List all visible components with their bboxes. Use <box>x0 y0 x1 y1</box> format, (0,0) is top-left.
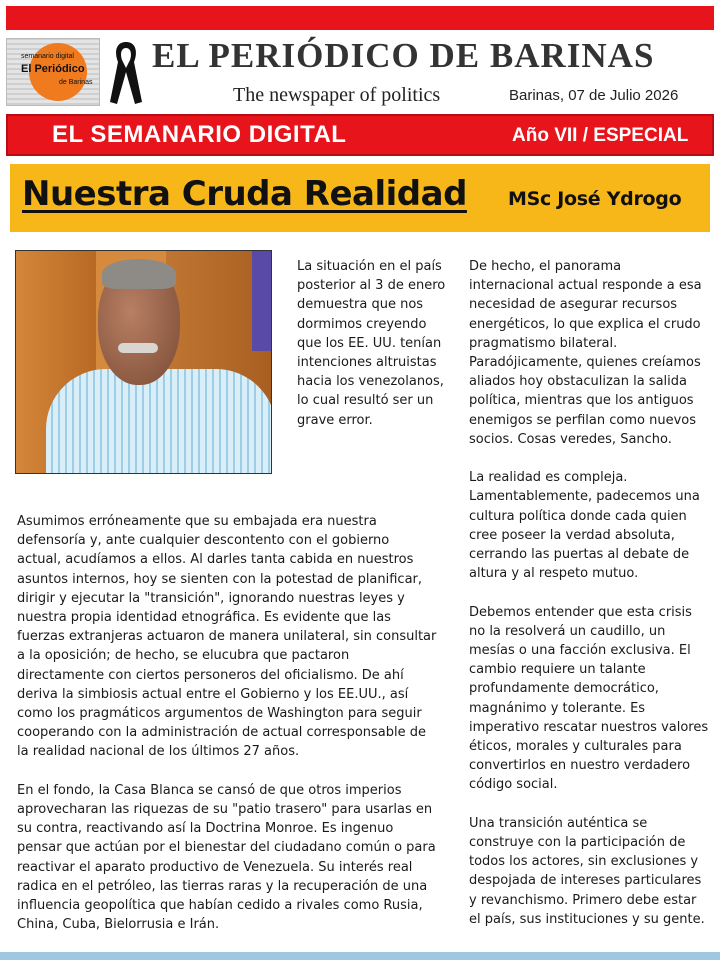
body-paragraph: De hecho, el panorama internacional actual responde a esa necesidad de asegurar recursos energéticos, lo que explica el crudo pragmatismo bilateral. Paradójicamente, quienes creíamos aliados hoy obstaculizan la salida política, mientras que los antiguos enemigos se perfilan como nuevos socios. Cosas veredes, Sancho. <box>469 259 702 447</box>
logo-line-3: de Barinas <box>59 79 93 86</box>
lead-paragraph <box>297 257 453 449</box>
right-column <box>469 257 709 948</box>
logo-line-2: El Periódico <box>21 63 85 75</box>
bottom-bar <box>0 952 720 960</box>
left-column <box>17 512 437 954</box>
body-paragraph: La realidad es compleja. Lamentablemente, padecemos una cultura política donde cada quien cree poseer la verdad absoluta, cerrando las puertas al debate de altura y al respeto mutuo. <box>469 470 700 582</box>
lead-text: La situación en el país posterior al 3 de enero demuestra que nos dormimos creyendo que los EE. UU. tenían intenciones altruistas hacia los venezolanos, lo cual resultó ser un grave error. <box>297 259 446 428</box>
article-author: MSc José Ydrogo <box>508 188 682 210</box>
masthead-title: EL PERIÓDICO DE BARINAS <box>152 36 655 75</box>
author-photo <box>15 250 272 474</box>
headline-banner <box>10 164 710 232</box>
body-paragraph: Debemos entender que esta crisis no la resolverá un caudillo, un mesías o una facción exclusiva. El cambio requiere un talante profundamente democrático, magnánimo y tolerante. Es imperativo rescatar nuestros valores éticos, morales y culturales para convertirlos en nuestro verdadero código social. <box>469 604 709 793</box>
newspaper-logo <box>6 38 100 106</box>
body-paragraph: En el fondo, la Casa Blanca se cansó de que otros imperios aprovecharan las riquezas de su "patio trasero" para usarlas en su contra, reactivando así la Doctrina Monroe. Es ingenuo pensar que actúan por el bienestar del ciudadano común o para reactivar el aparato productivo de Venezuela. Su interés real radica en el petróleo, las tierras raras y la recuperación de una influencia geopolítica que habían cedido a rivales como Rusia, China, Cuba, Bielorrusia e Irán. <box>17 782 436 933</box>
section-title: EL SEMANARIO DIGITAL <box>52 121 347 148</box>
section-banner <box>6 114 714 156</box>
body-paragraph: Una transición auténtica se construye con la participación de todos los actores, sin exclusiones y despojada de intereses particulares y revanchismo. Primero debe estar el país, sus instituciones y su gente. <box>469 815 705 927</box>
body-paragraph: Asumimos erróneamente que su embajada era nuestra defensoría y, ante cualquier descontento con el gobierno actual, acudíamos a ellos. Al darles tanta cabida en nuestros asuntos internos, hoy se sienten con la potestad de planificar, dirigir y ejecutar la "transición", ignorando nuestras leyes y nuestra propia identidad etnográfica. Es evidente que las fuerzas extranjeras actuaron de manera unilateral, sin consultar a la oposición; de hecho, se elucubra que pactaron directamente con ciertos personeros del oficialismo. De ahí deriva la simbiosis actual entre el Gobierno y los EE.UU., así como los pragmáticos argumentos de Washington para seguir cooperando con la administración de actual corresponsable de la realidad nacional de los últimos 27 años. <box>17 514 437 760</box>
logo-line-1: semanario digital <box>21 53 74 60</box>
edition-label: Año VII / ESPECIAL <box>512 125 689 146</box>
tagline: The newspaper of politics <box>233 84 441 106</box>
mourning-ribbon-icon <box>108 38 144 106</box>
top-red-bar <box>6 6 714 30</box>
dateline: Barinas, 07 de Julio 2026 <box>509 87 679 104</box>
article-headline: Nuestra Cruda Realidad <box>22 174 467 214</box>
